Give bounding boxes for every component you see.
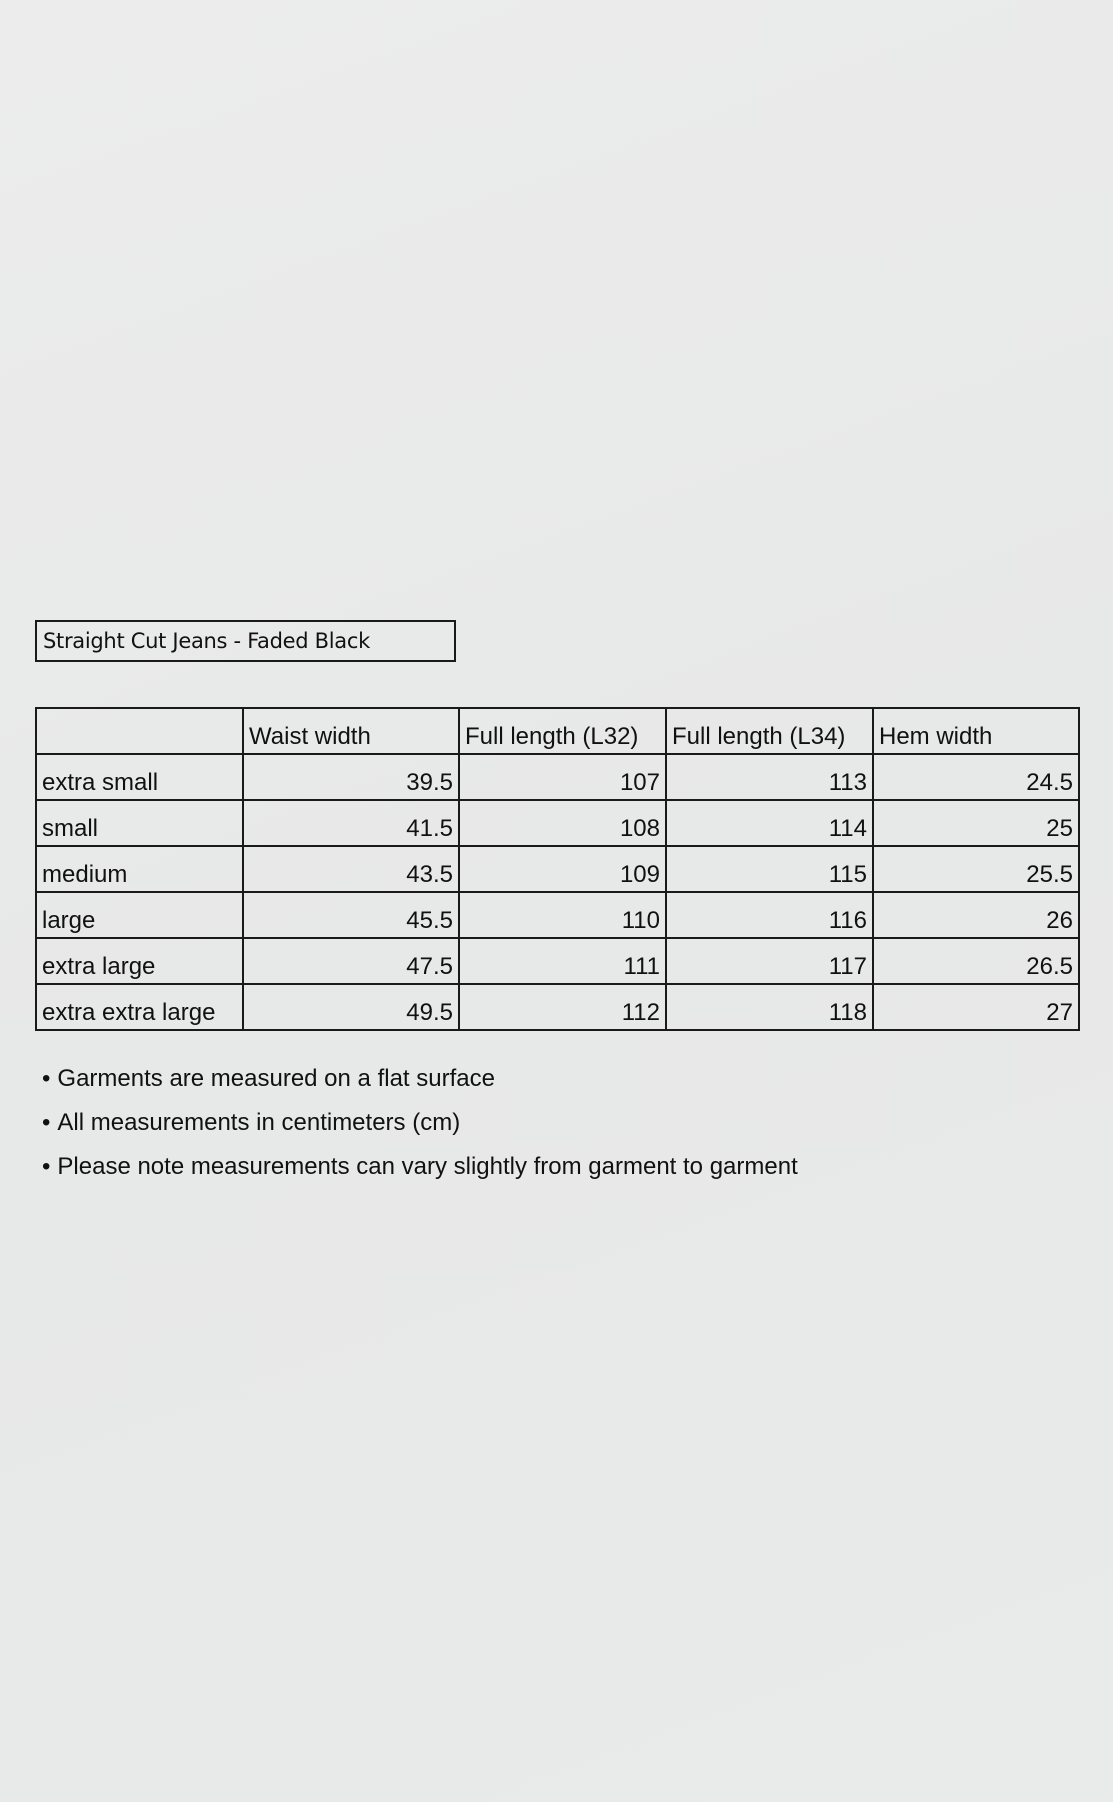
table-row: [36, 938, 1079, 984]
note-text: Please note measurements can vary slightly from garment to garment: [57, 1153, 798, 1180]
header-full-length-l32: Full length (L32): [459, 708, 666, 754]
table-header-row: [36, 708, 1079, 754]
full-length-l34-cell: 115: [666, 846, 873, 892]
header-waist-width: Waist width: [243, 708, 459, 754]
hem-width-cell: 26: [873, 892, 1079, 938]
waist-width-cell: 47.5: [243, 938, 459, 984]
full-length-l34-cell: 114: [666, 800, 873, 846]
hem-width-cell: 25.5: [873, 846, 1079, 892]
waist-width-cell: 43.5: [243, 846, 459, 892]
hem-width-cell: 24.5: [873, 754, 1079, 800]
note-item: [42, 1151, 798, 1195]
waist-width-cell: 45.5: [243, 892, 459, 938]
table-row: [36, 800, 1079, 846]
size-label: medium: [36, 846, 243, 892]
table-row: [36, 984, 1079, 1030]
full-length-l32-cell: 110: [459, 892, 666, 938]
bullet-icon: •: [42, 1153, 51, 1180]
hem-width-cell: 25: [873, 800, 1079, 846]
note-text: Garments are measured on a flat surface: [57, 1065, 495, 1092]
size-label: extra small: [36, 754, 243, 800]
table-row: [36, 846, 1079, 892]
hem-width-cell: 27: [873, 984, 1079, 1030]
waist-width-cell: 41.5: [243, 800, 459, 846]
bullet-icon: •: [42, 1109, 51, 1136]
note-text: All measurements in centimeters (cm): [57, 1109, 461, 1136]
note-item: [42, 1063, 798, 1107]
size-label: large: [36, 892, 243, 938]
size-label: small: [36, 800, 243, 846]
product-title: Straight Cut Jeans - Faded Black: [35, 620, 456, 662]
note-item: [42, 1107, 798, 1151]
full-length-l32-cell: 108: [459, 800, 666, 846]
header-full-length-l34: Full length (L34): [666, 708, 873, 754]
full-length-l34-cell: 117: [666, 938, 873, 984]
full-length-l34-cell: 113: [666, 754, 873, 800]
size-chart-table: [35, 707, 1080, 1031]
header-hem-width: Hem width: [873, 708, 1079, 754]
bullet-icon: •: [42, 1065, 51, 1092]
full-length-l34-cell: 116: [666, 892, 873, 938]
table-row: [36, 892, 1079, 938]
full-length-l32-cell: 112: [459, 984, 666, 1030]
measurement-notes: [42, 1063, 798, 1195]
full-length-l32-cell: 109: [459, 846, 666, 892]
full-length-l32-cell: 111: [459, 938, 666, 984]
table-row: [36, 754, 1079, 800]
waist-width-cell: 49.5: [243, 984, 459, 1030]
hem-width-cell: 26.5: [873, 938, 1079, 984]
header-size: [36, 708, 243, 754]
size-label: extra large: [36, 938, 243, 984]
size-label: extra extra large: [36, 984, 243, 1030]
full-length-l32-cell: 107: [459, 754, 666, 800]
waist-width-cell: 39.5: [243, 754, 459, 800]
full-length-l34-cell: 118: [666, 984, 873, 1030]
